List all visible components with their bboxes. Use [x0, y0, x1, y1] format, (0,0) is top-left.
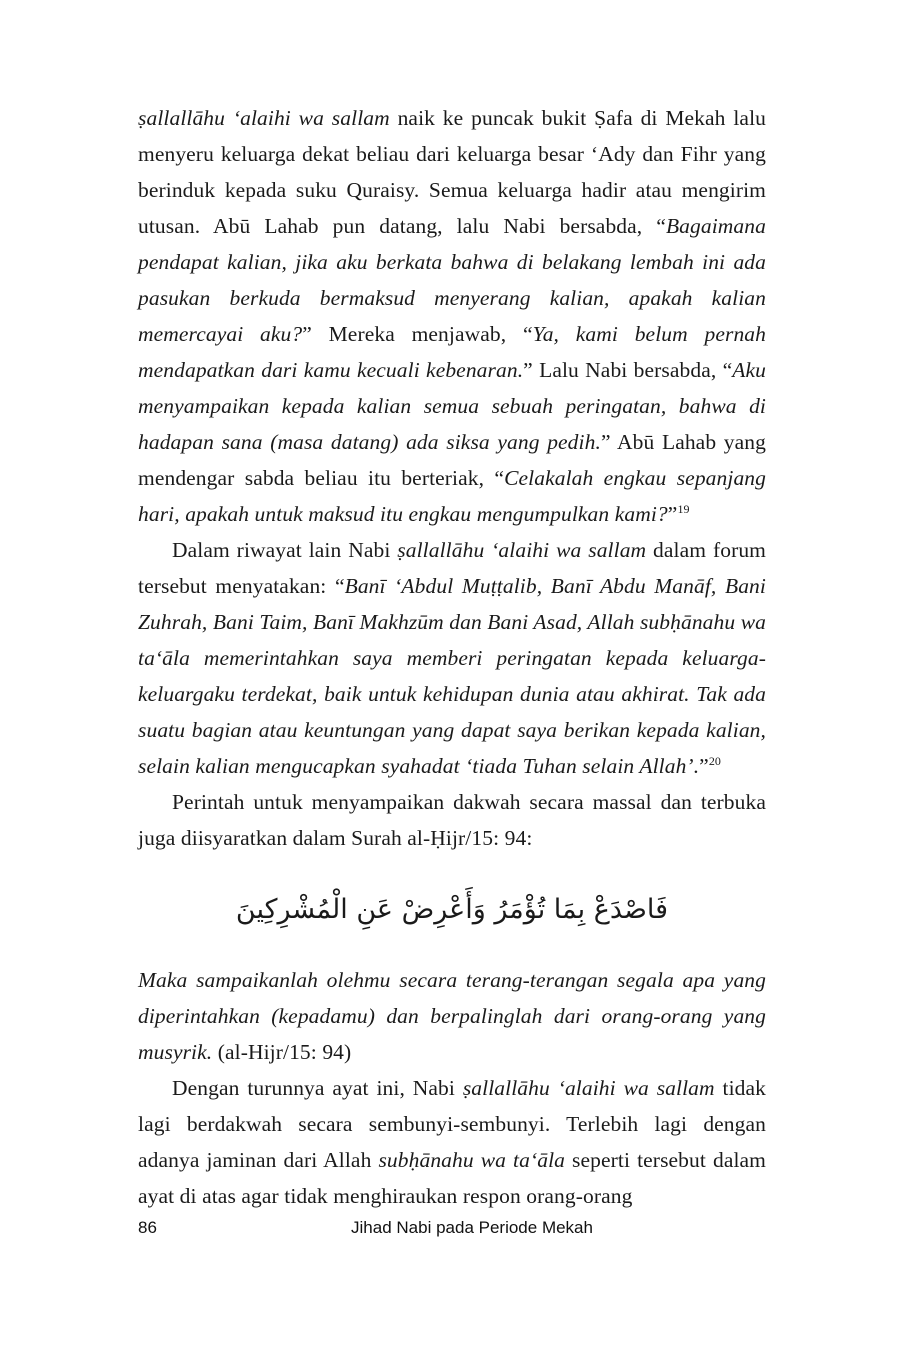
hadith-quote-5: Banī ‘Abdul Muṭṭalib, Banī Abdu Manāf, Bani Zuhrah, Bani Taim, Banī Makhzūm dan Bani Asad, Allah subḥānahu wa ta‘āla memerintahkan saya memberi peringatan kepada keluarga-keluargaku terdekat, baik untuk kehidupan dunia atau akhirat. Tak ada suatu bagian atau keuntungan yang dapat saya berikan kepada kalian, selain kalian mengucapkan syahadat ‘tiada Tuhan selain Allah’. [138, 574, 766, 778]
hadith-quote-2: Ya, kami belum pernah mendapatkan dari kamu kecuali kebenaran. [138, 322, 766, 382]
page-number: 86 [138, 1218, 157, 1237]
hadith-quote-3: Aku menyampaikan kepada kalian semua sebuah peringatan, bahwa di hadapan sana (masa datang) ada siksa yang pedih. [138, 358, 766, 454]
paragraph-1-text-b: ” Mereka menjawab, “ [302, 322, 533, 346]
verse-translation-italic: Maka sampaikanlah olehmu secara terang-terangan segala apa yang diperintahkan (kepadamu) dan berpalinglah dari orang-orang yang musyrik. [138, 968, 766, 1064]
arabic-transliteration-phrase-3: ṣallallāhu ‘alaihi wa sallam [462, 1076, 715, 1100]
paragraph-4 [138, 1070, 766, 1214]
verse-reference: (al-Hijr/15: 94) [212, 1040, 352, 1064]
running-head: Jihad Nabi pada Periode Mekah [351, 1218, 593, 1237]
paragraph-1-text-e: ” [667, 502, 678, 526]
hadith-quote-4: Celakalah engkau sepanjang hari, apakah untuk maksud itu engkau mengumpulkan kami? [138, 466, 766, 526]
arabic-transliteration-phrase-2: ṣallallāhu ‘alaihi wa sallam [397, 538, 647, 562]
hadith-quote-1: Bagaimana pendapat kalian, jika aku berkata bahwa di belakang lembah ini ada pasukan berkuda bermaksud menyerang kalian, apakah kalian memercayai aku? [138, 214, 766, 346]
paragraph-1-text-d: ” Abū Lahab yang mendengar sabda beliau itu berteriak, “ [138, 430, 766, 490]
page-content [138, 100, 766, 1214]
paragraph-2-text-b: dalam forum tersebut menyatakan: “ [138, 538, 767, 598]
footnote-marker-20: 20 [708, 753, 722, 768]
paragraph-3: Perintah untuk menyampaikan dakwah secara massal dan terbuka juga diisyaratkan dalam Surah al-Ḥijr/15: 94: [138, 790, 766, 850]
paragraph-4-text-a: Dengan turunnya ayat ini, Nabi [172, 1076, 463, 1100]
page-footer [138, 1218, 766, 1238]
paragraph-2-text-c: ” [699, 754, 709, 778]
paragraph-2-text-a: Dalam riwayat lain Nabi [172, 538, 398, 562]
footnote-marker-19: 19 [677, 501, 690, 516]
paragraph-1-text-c: ” Lalu Nabi bersabda, “ [523, 358, 733, 382]
paragraph-4-text-b: tidak lagi berdakwah secara sembunyi-sembunyi. Terlebih lagi dengan adanya jaminan dari Allah [138, 1076, 766, 1172]
paragraph-2 [138, 532, 766, 784]
quran-verse-translation [138, 962, 766, 1070]
paragraph-4-text-c: seperti tersebut dalam ayat di atas agar tidak menghiraukan respon orang-orang [138, 1148, 767, 1208]
arabic-transliteration-phrase: ṣallallāhu ‘alaihi wa sallam [138, 106, 390, 130]
paragraph-1 [138, 100, 766, 532]
arabic-transliteration-phrase-4: subḥānahu wa ta‘āla [378, 1148, 566, 1172]
quran-verse-arabic: فَاصْدَعْ بِمَا تُؤْمَرُ وَأَعْرِضْ عَنِ الْمُشْرِكِينَ [235, 894, 669, 925]
paragraph-1-text-a: naik ke puncak bukit Ṣafa di Mekah lalu menyeru keluarga dekat beliau dari keluarga besar ‘Ady dan Fihr yang berinduk kepada suku Quraisy. Semua keluarga hadir atau mengirim utusan. Abū Lahab pun datang, lalu Nabi bersabda, “ [138, 106, 766, 238]
